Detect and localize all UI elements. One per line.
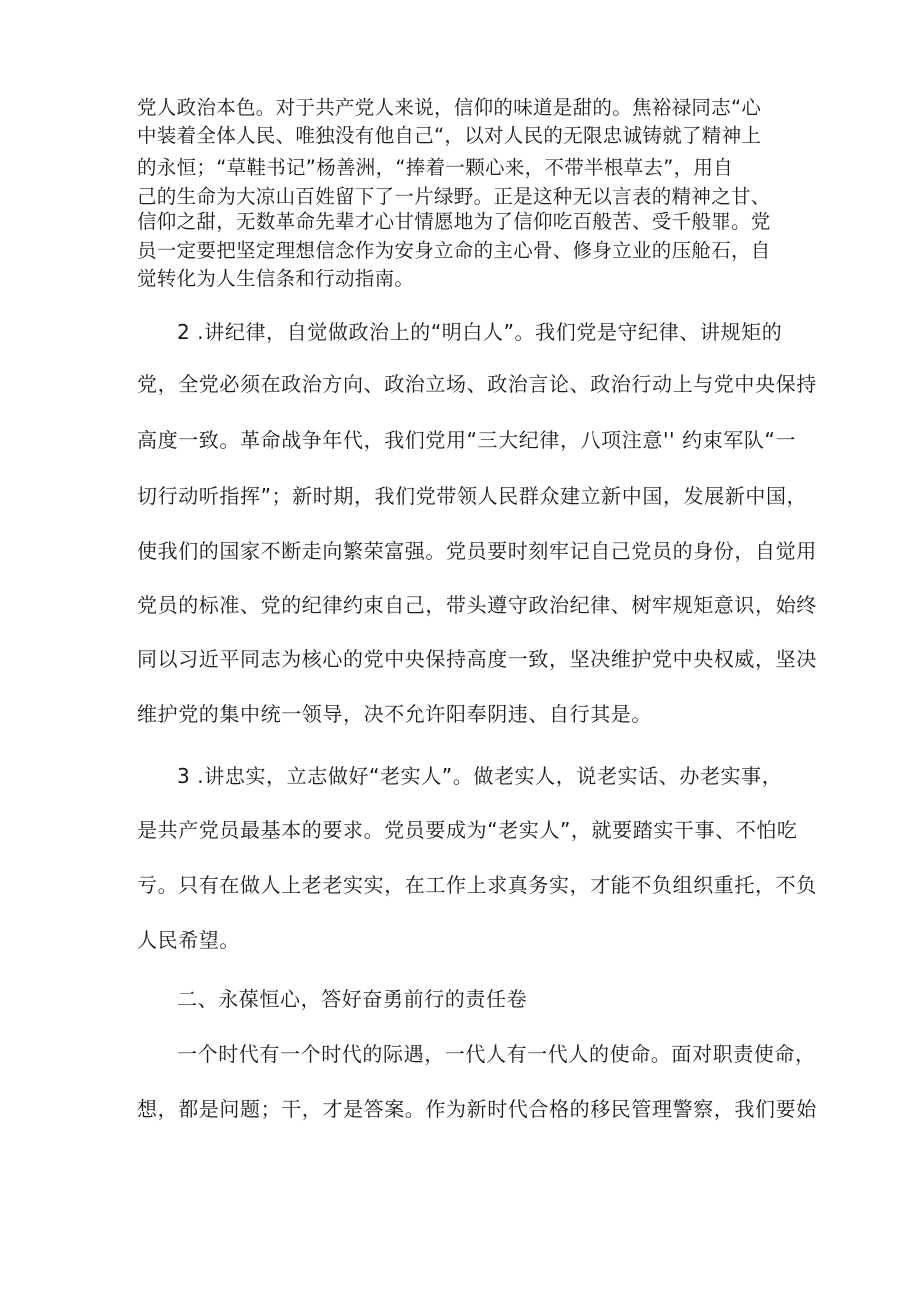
section-heading: 二、永葆恒心，答好奋勇前行的责任卷 xyxy=(177,987,528,1011)
paragraph-line: 一个时代有一个时代的际遇，一代人有一代人的使命。面对职责使命， xyxy=(177,1042,816,1066)
paragraph-line: 2 .讲纪律，自觉做政治上的“明白人”。我们党是守纪律、讲规矩的 xyxy=(177,320,783,344)
paragraph-line: 切行动听指挥”；新时期，我们党带领人民群众建立新中国，发展新中国， xyxy=(137,484,808,508)
paragraph-line: 是共产党员最基本的要求。党员要成为“老实人”，就要踏实干事、不怕吃 xyxy=(137,818,798,842)
paragraph-line: 的永恒；“草鞋书记”杨善洲，“捧着一颗心来，不带半根草去”，用自 xyxy=(137,156,734,179)
paragraph-line: 3 .讲忠实，立志做好“老实人”。做老实人，说老实话、办老实事， xyxy=(177,764,783,788)
paragraph-line: 员一定要把坚定理想信念作为安身立命的主心骨、修身立业的压舱石，自 xyxy=(137,239,771,262)
paragraph-line: 党，全党必须在政治方向、政治立场、政治言论、政治行动上与党中央保持 xyxy=(137,372,817,396)
paragraph-line: 同以习近平同志为核心的党中央保持高度一致，坚决维护党中央权威，坚决 xyxy=(137,647,817,671)
paragraph-line: 信仰之甜，无数革命先辈才心甘情愿地为了信仰吃百般苦、受千般罪。党 xyxy=(137,210,771,233)
paragraph-line: 使我们的国家不断走向繁荣富强。党员要时刻牢记自己党员的身份，自觉用 xyxy=(137,539,817,563)
paragraph-line: 中装着全体人民、唯独没有他自己“，以对人民的无限忠诚铸就了精神上 xyxy=(137,124,762,147)
paragraph-line: 想，都是问题；干，才是答案。作为新时代合格的移民管理警察，我们要始 xyxy=(137,1097,817,1121)
paragraph-line: 己的生命为大凉山百姓留下了一片绿野。正是这种无以言表的精神之甘、 xyxy=(137,185,771,208)
paragraph-line: 高度一致。革命战争年代，我们党用“三大纪律，八项注意'' 约束军队“一 xyxy=(137,428,797,452)
paragraph-line: 人民希望。 xyxy=(137,928,240,952)
paragraph-line: 党人政治本色。对于共产党人来说，信仰的味道是甜的。焦裕禄同志“心 xyxy=(137,96,762,119)
paragraph-line: 党员的标准、党的纪律约束自己，带头遵守政治纪律、树牢规矩意识，始终 xyxy=(137,593,817,617)
paragraph-line: 亏。只有在做人上老老实实，在工作上求真务实，才能不负组织重托，不负 xyxy=(137,873,817,897)
paragraph-line: 维护党的集中统一领导，决不允许阳奉阴违、自行其是。 xyxy=(137,702,652,726)
paragraph-line: 觉转化为人生信条和行动指南。 xyxy=(137,267,415,290)
